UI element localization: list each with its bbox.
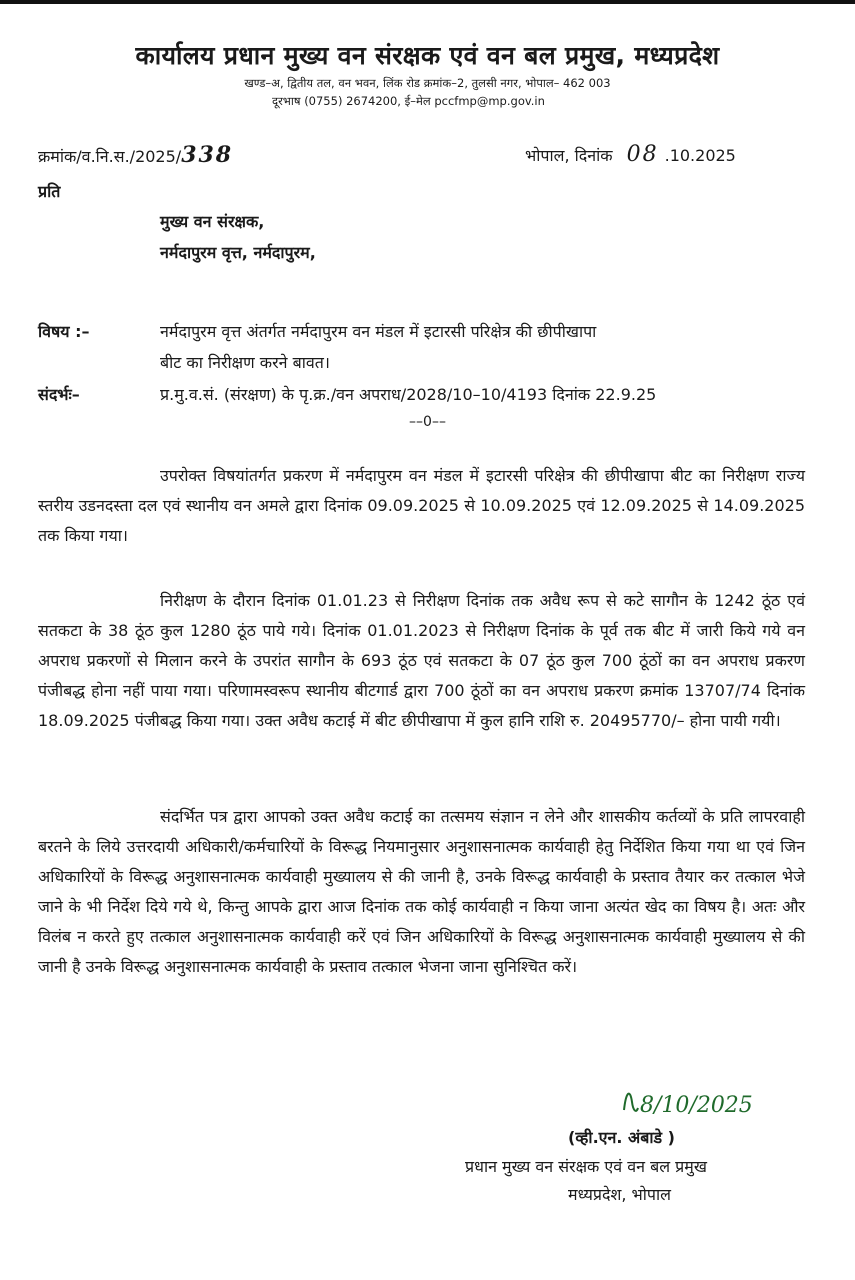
signatory-location: मध्यप्रदेश, भोपाल (568, 1185, 671, 1204)
letterhead-title: कार्यालय प्रधान मुख्य वन संरक्षक एवं वन बल प्रमुख, मध्यप्रदेश (135, 41, 720, 70)
signatory-designation: प्रधान मुख्य वन संरक्षक एवं वन बल प्रमुख (465, 1157, 707, 1176)
reference-number (38, 142, 233, 168)
date-day: 08 (626, 142, 659, 167)
email-address: pccfmp@mp.gov.in (434, 94, 545, 108)
phone-number: 2674200, (346, 94, 401, 108)
addressee-line-1: मुख्य वन संरक्षक, (160, 212, 265, 231)
letterhead-contact (272, 94, 545, 109)
separator: ––0–– (409, 414, 446, 430)
body-paragraph-3: संदर्भित पत्र द्वारा आपको उक्त अवैध कटाई का तत्समय संज्ञान न लेने और शासकीय कर्तव्यों के प्रति लापरवाही बरतने के लिये उत्तरदायी अधिकारी/कर्मचारियों के विरूद्ध नियमानुसार अनुशासनात्मक कार्यवाही हेतु निर्देशित किया गया था एवं जिन अधिकारियों के विरूद्ध अनुशासनात्मक कार्यवाही मुख्यालय से की जानी है, उनके विरूद्ध कार्यवाही के प्रस्ताव तैयार कर तत्काल भेजे जाने के भी निर्देश दिये गये थे, किन्तु आपके द्वारा आज दिनांक तक कोई कार्यवाही न किया जाना अत्यंत खेद का विषय है। अतः और विलंब न करते हुए तत्काल अनुशासनात्मक कार्यवाही करें एवं जिन अधिकारियों के विरूद्ध अनुशासनात्मक कार्यवाही मुख्यालय से की जानी है उनके विरूद्ध अनुशासनात्मक कार्यवाही के प्रस्ताव तत्काल भेजना जाना सुनिश्चित करें। (38, 807, 805, 976)
subject-line-2: बीट का निरीक्षण करने बावत। (160, 353, 330, 372)
letterhead-address: खण्ड–अ, द्वितीय तल, वन भवन, लिंक रोड क्रमांक–2, तुलसी नगर, भोपाल– 462 003 (244, 76, 611, 90)
handwritten-signature (620, 1080, 770, 1130)
date-month-year: .10.2025 (664, 146, 736, 165)
addressee-line-2: नर्मदापुरम वृत्त, नर्मदापुरम, (160, 243, 316, 262)
signatory-name: (व्ही.एन. अंबाडे ) (568, 1128, 675, 1147)
phone-code: (0755) (304, 94, 343, 108)
sandarbh-label: संदर्भः– (38, 385, 80, 404)
subject-label: विषय :– (38, 322, 90, 341)
subject-line-1: नर्मदापुरम वृत्त अंतर्गत नर्मदापुरम वन मंडल में इटारसी परिक्षेत्र की छीपीखापा (160, 322, 597, 341)
top-border (0, 0, 855, 4)
date-label: भोपाल, दिनांक (525, 146, 613, 165)
body-paragraph-2: निरीक्षण के दौरान दिनांक 01.01.23 से निरीक्षण दिनांक तक अवैध रूप से कटे सागौन के 1242 ठूंठ एवं सतकटा के 38 ठूंठ कुल 1280 ठूंठ पाये गये। दिनांक 01.01.2023 से निरीक्षण दिनांक के पूर्व तक बीट में जारी किये गये वन अपराध प्रकरणों से मिलान करने के उपरांत सागौन के 693 ठूंठ एवं सतकटा के 07 ठूंठ कुल 700 ठूंठों का वन अपराध प्रकरण पंजीबद्ध होना नहीं पाया गया। परिणामस्वरूप स्थानीय बीटगार्ड द्वारा 700 ठूंठों का वन अपराध प्रकरण क्रमांक 13707/74 दिनांक 18.09.2025 पंजीबद्ध किया गया। उक्त अवैध कटाई में बीट छीपीखापा में कुल हानि राशि रु. 20495770/– होना पायी गयी। (38, 591, 805, 730)
reference-prefix: क्रमांक/व.नि.स./2025/ (38, 147, 182, 166)
letter-date (525, 142, 736, 167)
signature-scribble (620, 1080, 770, 1126)
body-paragraph-1: उपरोक्त विषयांतर्गत प्रकरण में नर्मदापुरम वन मंडल में इटारसी परिक्षेत्र की छीपीखापा बीट का निरीक्षण राज्य स्तरीय उडनदस्ता दल एवं स्थानीय वन अमले द्वारा दिनांक 09.09.2025 से 10.09.2025 एवं 12.09.2025 से 14.09.2025 तक किया गया। (38, 466, 805, 545)
phone-label: दूरभाष (272, 94, 301, 108)
email-label: ई–मेल (404, 94, 431, 108)
reference-handwritten-number: 338 (181, 142, 234, 168)
sandarbh-text: प्र.मु.व.सं. (संरक्षण) के पृ.क्र./वन अपराध/2028/10–10/4193 दिनांक 22.9.25 (160, 385, 657, 404)
signature-date: 8/10/2025 (640, 1093, 753, 1118)
addressee-to: प्रति (38, 182, 61, 201)
